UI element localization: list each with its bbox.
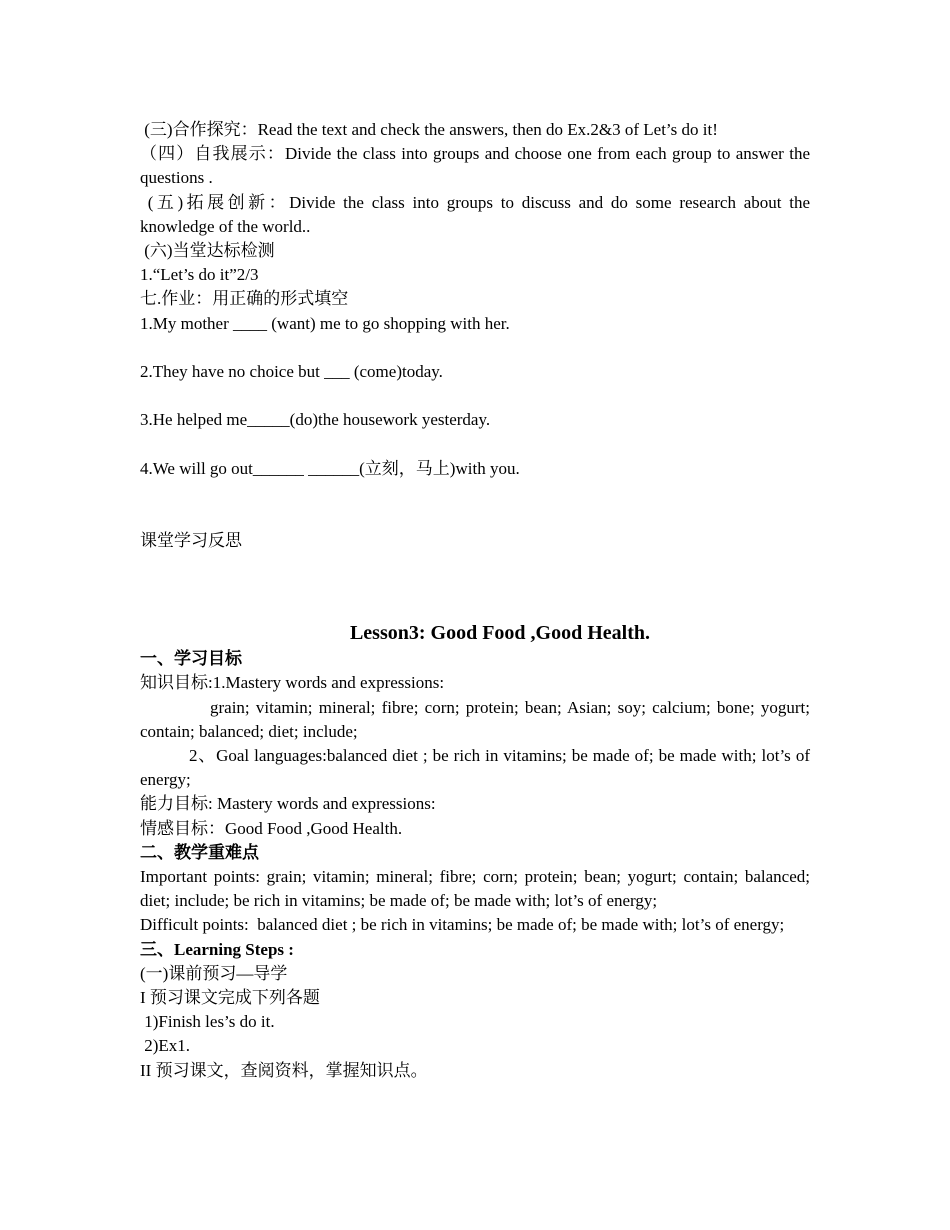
knowledge-goal: 知识目标:1.Mastery words and expressions: — [140, 673, 445, 693]
spacer — [140, 481, 810, 529]
goal-languages: 2、Goal languages:balanced diet ; be rich in vitamins; be made of; be made with; lot’s of energy; — [140, 746, 815, 790]
preview-task-2: II 预习课文，查阅资料，掌握知识点。 — [140, 1060, 428, 1080]
preview-heading: (一)课前预习—导学 — [140, 963, 288, 983]
emotion-goal: 情感目标：Good Food ,Good Health. — [140, 818, 403, 838]
homework-heading: 七.作业：用正确的形式填空 — [140, 289, 349, 309]
exercise-item: 3.He helped me_____(do)the housework yesterday. — [140, 410, 491, 430]
exercise-item: 1.My mother ____ (want) me to go shopping with her. — [140, 313, 510, 333]
preview-task-1b: 2)Ex1. — [140, 1036, 191, 1056]
extension-step: (五)拓展创新：Divide the class into groups to discuss and do some research about the knowledge of the world.. — [140, 192, 815, 236]
spacer — [140, 384, 810, 408]
preview-task-1a: 1)Finish les’s do it. — [140, 1012, 275, 1032]
learning-goals-heading: 一、学习目标 — [140, 649, 242, 669]
vocabulary-list: grain; vitamin; mineral; fibre; corn; protein; bean; Asian; soy; calcium; bone; yogurt; contain; balanced; diet; include; — [140, 697, 815, 741]
important-points: Important points: grain; vitamin; mineral; fibre; corn; protein; bean; yogurt; contain; balanced; diet; include; be rich in vitamins; be made of; be made with; lot’s of energy; — [140, 867, 815, 911]
class-reflection-label: 课堂学习反思 — [140, 531, 242, 550]
ability-goal: 能力目标: Mastery words and expressions: — [140, 794, 436, 814]
exercise-item: 4.We will go out______ ______(立刻，马上)with you. — [140, 458, 520, 478]
preview-task-1: I 预习课文完成下列各题 — [140, 988, 320, 1008]
difficult-points: Difficult points: balanced diet ; be rich in vitamins; be made of; be made with; lot’s of energy; — [140, 915, 785, 935]
spacer — [140, 433, 810, 457]
in-class-check-item: 1.“Let’s do it”2/3 — [140, 265, 259, 285]
spacer — [140, 553, 810, 619]
self-presentation-step: （四）自我展示：Divide the class into groups and choose one from each group to answer the questions . — [140, 144, 815, 188]
exercise-item: 2.They have no choice but ___ (come)today. — [140, 362, 443, 382]
key-points-heading: 二、教学重难点 — [140, 842, 259, 862]
cooperative-inquiry-step: (三)合作探究：Read the text and check the answers, then do Ex.2&3 of Let’s do it! — [140, 120, 718, 139]
lesson-title: Lesson3: Good Food ,Good Health. — [349, 622, 651, 645]
spacer — [140, 336, 810, 360]
page-content — [140, 118, 815, 1083]
learning-steps-heading: 三、Learning Steps : — [140, 939, 294, 959]
in-class-check-step: (六)当堂达标检测 — [140, 241, 275, 261]
